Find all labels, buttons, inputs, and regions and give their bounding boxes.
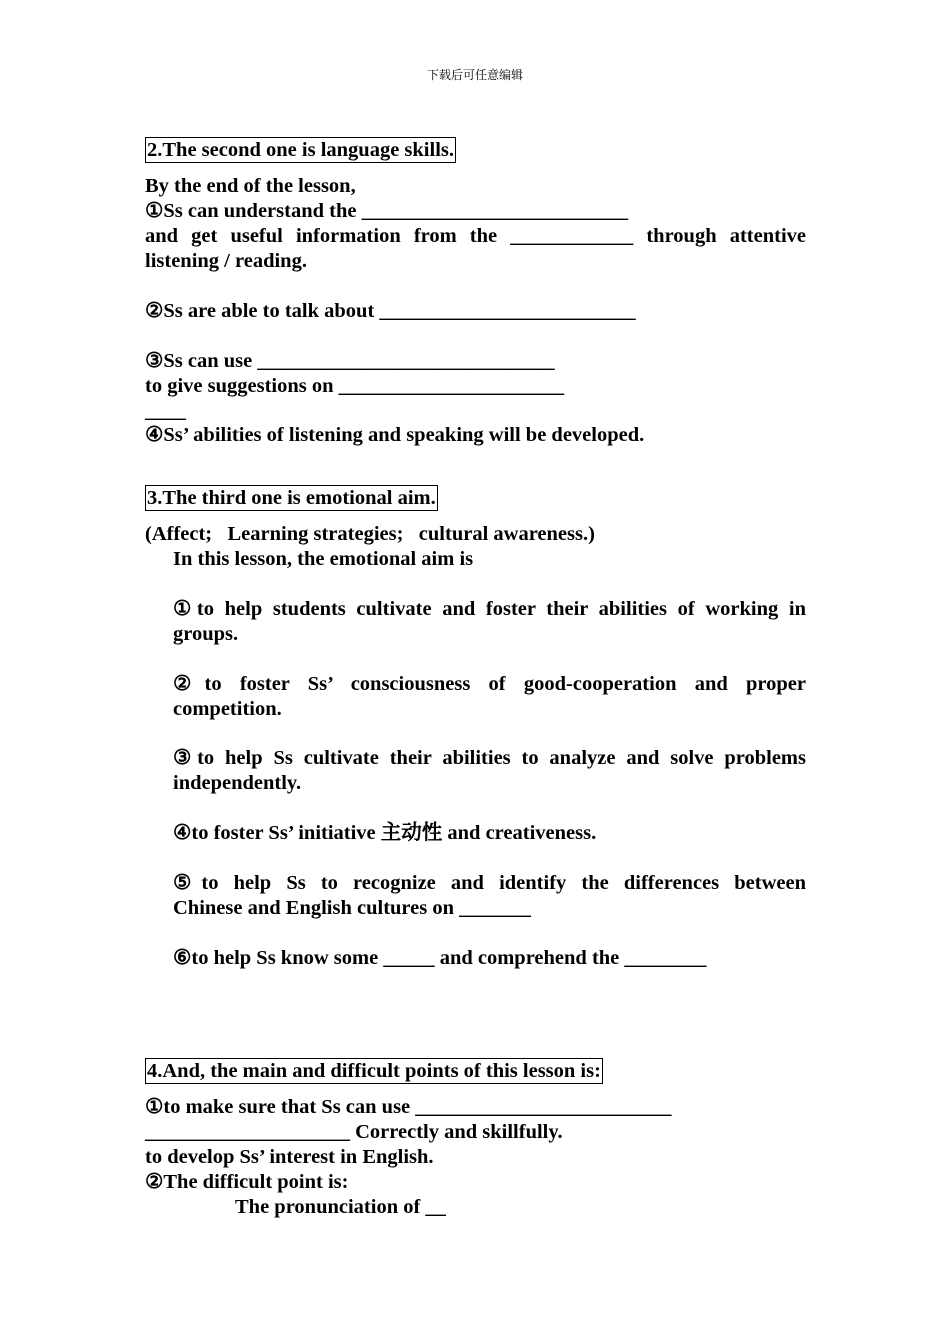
- section2-line: ____: [145, 400, 186, 422]
- section4-line: ____________________ Correctly and skillfully.: [145, 1121, 563, 1143]
- section2-line: to give suggestions on ______________________: [145, 375, 565, 397]
- section2-line: listening / reading.: [145, 250, 307, 272]
- section4-line: ①to make sure that Ss can use _________________________: [145, 1096, 672, 1118]
- section2-line: By the end of the lesson,: [145, 175, 356, 197]
- section4-line: to develop Ss’ interest in English.: [145, 1146, 434, 1168]
- section3-line: competition.: [173, 698, 282, 720]
- section3-line: ③to help Ss cultivate their abilities to analyze and solve problems: [173, 747, 806, 769]
- section4-line: The pronunciation of __: [235, 1196, 446, 1218]
- section2-line: and get useful information from the ____________ through attentive: [145, 225, 806, 247]
- section3-line: ⑥to help Ss know some _____ and comprehend the ________: [173, 947, 707, 969]
- section3-line: independently.: [173, 772, 302, 794]
- section2-line: ④Ss’ abilities of listening and speaking will be developed.: [145, 424, 645, 446]
- section3-heading: 3.The third one is emotional aim.: [147, 487, 436, 509]
- section4-line: ②The difficult point is:: [145, 1171, 349, 1193]
- section3-line: ②to foster Ss’ consciousness of good-cooperation and proper: [173, 673, 806, 695]
- section3-line: ①to help students cultivate and foster their abilities of working in: [173, 598, 806, 620]
- section3-line: groups.: [173, 623, 239, 645]
- section2-heading: 2.The second one is language skills.: [147, 139, 454, 161]
- section2-line: ③Ss can use _____________________________: [145, 350, 555, 372]
- section2-line: ①Ss can understand the __________________________: [145, 200, 629, 222]
- section3-line: In this lesson, the emotional aim is: [173, 548, 474, 570]
- section3-line: ④to foster Ss’ initiative 主动性 and creativeness.: [173, 822, 597, 844]
- section4-heading: 4.And, the main and difficult points of this lesson is:: [147, 1060, 601, 1082]
- section3-line: Chinese and English cultures on _______: [173, 897, 531, 919]
- section2-line: ②Ss are able to talk about _________________________: [145, 300, 636, 322]
- page-header: 下载后可任意编辑: [426, 68, 523, 82]
- section3-line: (Affect; Learning strategies; cultural awareness.): [145, 523, 595, 545]
- section3-line: ⑤to help Ss to recognize and identify the differences between: [173, 872, 806, 894]
